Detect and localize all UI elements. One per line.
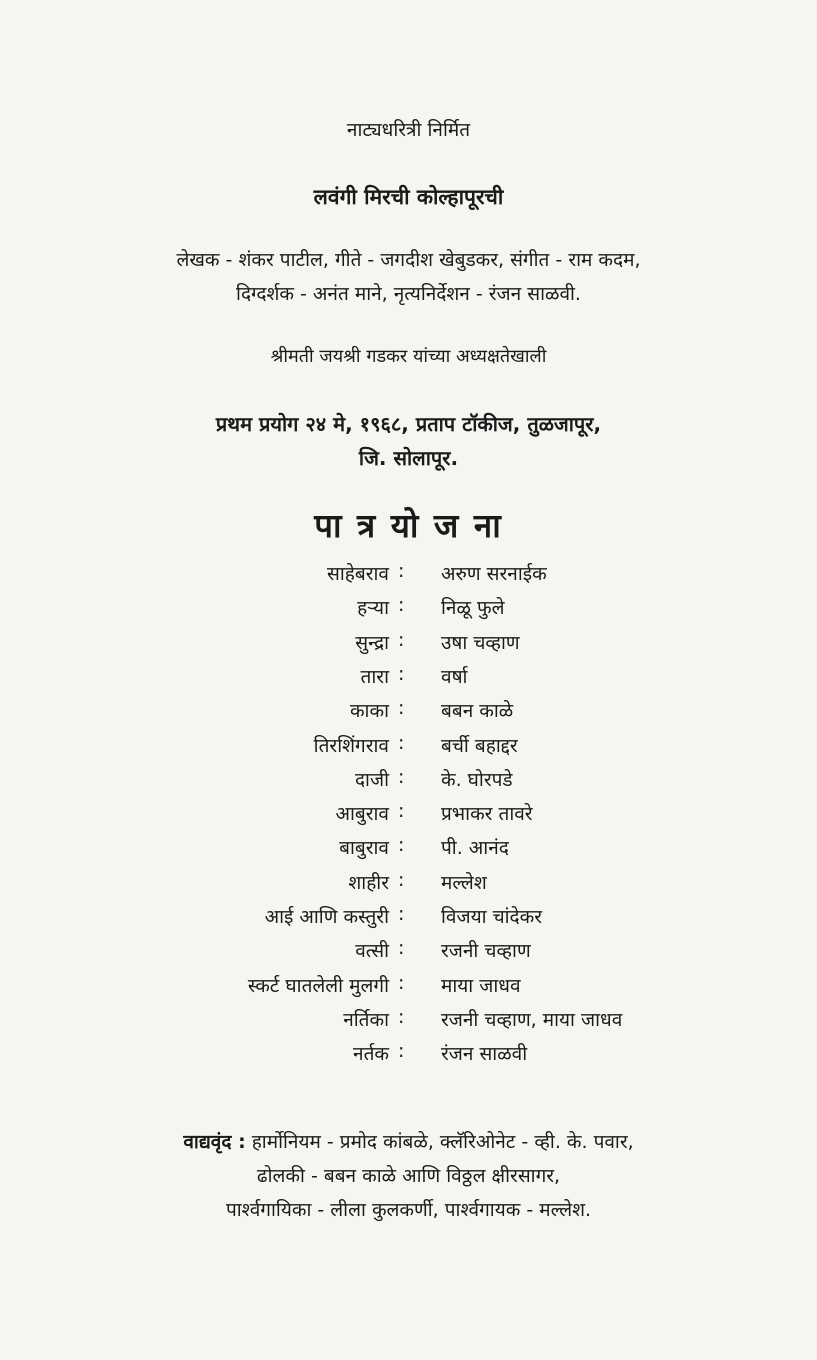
music-line-2: ढोलकी - बबन काळे आणि विठ्ठल क्षीरसागर, xyxy=(256,1165,561,1187)
cast-role: तारा xyxy=(360,665,389,688)
cast-row xyxy=(0,1040,817,1070)
cast-role: बाबुराव xyxy=(339,837,389,860)
cast-actor: माया जाधव xyxy=(441,974,521,997)
cast-role: सुन्द्रा xyxy=(355,631,389,654)
cast-actor: वर्षा xyxy=(441,665,468,688)
cast-actor: मल्लेश xyxy=(441,871,487,894)
premiere-line-2: जि. सोलापूर. xyxy=(358,446,459,470)
cast-actor: बर्ची बहाद्दर xyxy=(441,734,518,757)
cast-actor: उषा चव्हाण xyxy=(441,631,520,654)
cast-actor: अरुण सरनाईक xyxy=(441,563,547,585)
producer-line: नाट्यधरित्री निर्मित xyxy=(346,119,471,141)
cast-separator: : xyxy=(398,868,405,891)
cast-separator: : xyxy=(398,628,405,651)
cast-row xyxy=(0,972,817,1002)
cast-role: हऱ्या xyxy=(357,597,389,620)
cast-row xyxy=(0,869,817,899)
presided-line: श्रीमती जयश्री गडकर यांच्या अध्यक्षतेखाली xyxy=(270,346,547,367)
cast-row xyxy=(0,594,817,624)
cast-role: नर्तक xyxy=(353,1043,389,1066)
cast-row xyxy=(0,732,817,762)
cast-actor: रंजन साळवी xyxy=(441,1043,528,1066)
cast-actor: विजया चांदेकर xyxy=(441,906,543,928)
cast-role: वत्सी xyxy=(355,940,389,963)
cast-actor: बबन काळे xyxy=(441,700,514,723)
music-label: वाद्यवृंद : xyxy=(183,1131,246,1153)
cast-row xyxy=(0,937,817,967)
cast-actor: रजनी चव्हाण xyxy=(441,940,531,963)
cast-row xyxy=(0,1006,817,1036)
cast-row xyxy=(0,663,817,693)
cast-separator: : xyxy=(398,971,405,994)
cast-row xyxy=(0,560,817,590)
cast-row xyxy=(0,629,817,659)
cast-role: साहेबराव xyxy=(327,563,389,585)
cast-row xyxy=(0,766,817,796)
play-title: लवंगी मिरची कोल्हापूरची xyxy=(313,185,504,209)
premiere-line-1: प्रथम प्रयोग २४ मे, १९६८, प्रताप टॉकीज, तुळजापूर, xyxy=(215,412,602,436)
music-line-3: पार्श्वगायिका - लीला कुलकर्णी, पार्श्वगायक - मल्लेश. xyxy=(225,1199,592,1221)
cast-role: आबुराव xyxy=(335,803,389,826)
cast-role: काका xyxy=(349,700,389,723)
cast-actor: प्रभाकर तावरे xyxy=(441,803,533,826)
music-line-1 xyxy=(0,1128,817,1154)
cast-role: दाजी xyxy=(354,768,389,791)
cast-row xyxy=(0,834,817,864)
cast-separator: : xyxy=(398,697,405,720)
cast-row xyxy=(0,697,817,727)
cast-actor: निळू फुले xyxy=(441,597,505,620)
cast-separator: : xyxy=(398,731,405,754)
credits-line-1: लेखक - शंकर पाटील, गीते - जगदीश खेबुडकर, संगीत - राम कदम, xyxy=(176,249,641,271)
cast-actor: के. घोरपडे xyxy=(441,768,513,791)
cast-separator: : xyxy=(398,560,405,582)
cast-role: नर्तिका xyxy=(343,1008,389,1031)
cast-heading: पा त्र यो ज ना xyxy=(314,506,503,545)
cast-role: शाहीर xyxy=(348,871,389,894)
cast-separator: : xyxy=(398,1005,405,1028)
cast-separator: : xyxy=(398,765,405,788)
cast-separator: : xyxy=(398,1040,405,1063)
cast-row xyxy=(0,903,817,933)
cast-actor: रजनी चव्हाण, माया जाधव xyxy=(441,1008,623,1031)
cast-separator: : xyxy=(398,903,405,925)
cast-separator: : xyxy=(398,594,405,617)
cast-role: आई आणि कस्तुरी xyxy=(264,906,389,928)
cast-separator: : xyxy=(398,937,405,960)
cast-separator: : xyxy=(398,800,405,823)
cast-separator: : xyxy=(398,834,405,857)
cast-separator: : xyxy=(398,662,405,685)
music-line-1-text: हार्मोनियम - प्रमोद कांबळे, क्लॅरिओनेट - व्ही. के. पवार, xyxy=(245,1131,634,1153)
credits-line-2: दिग्दर्शक - अनंत माने, नृत्यनिर्देशन - रंजन साळवी. xyxy=(236,283,581,305)
cast-row xyxy=(0,800,817,830)
cast-role: स्कर्ट घातलेली मुलगी xyxy=(247,974,389,997)
cast-actor: पी. आनंद xyxy=(441,837,509,860)
cast-role: तिरशिंगराव xyxy=(313,734,389,757)
